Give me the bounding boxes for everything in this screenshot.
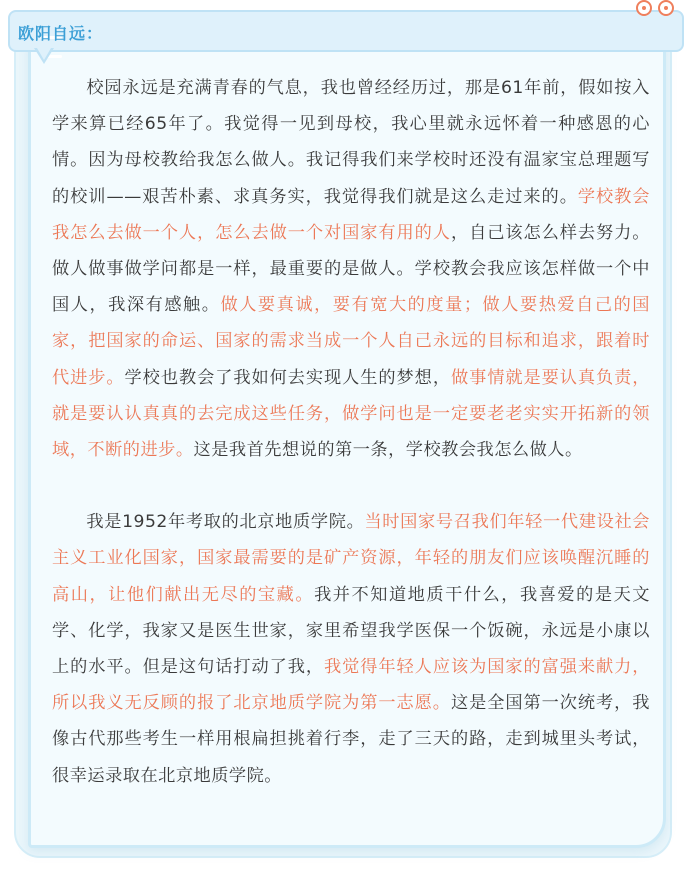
speaker-name: 欧阳自远：	[18, 24, 104, 43]
highlighted-segment: 我觉得年轻人应该为国家的富强来献力，所以我义无反顾的报了北京地质学院为第一志愿。	[52, 657, 650, 714]
header-notch-inner	[37, 48, 51, 60]
text-segment: 我是1952年考取的北京地质学院。	[86, 512, 365, 533]
paragraph-2	[52, 504, 650, 794]
highlighted-segment: 做事情就是要认真负责，就是要认认真真的去完成这些任务，做学问也是一定要老老实实开拓新的领域，不断的进步。	[52, 367, 650, 461]
right-eye-icon	[658, 0, 674, 16]
speaker-header	[8, 10, 684, 52]
highlighted-segment: 当时国家号召我们年轻一代建设社会主义工业化国家，国家最需要的是矿产资源，年轻的朋友们应该唤醒沉睡的高山，让他们献出无尽的宝藏。	[52, 512, 650, 605]
text-segment: 这是我首先想说的第一条，学校教会我怎么做人。	[193, 440, 583, 461]
quote-body	[52, 70, 650, 794]
left-eye-icon	[636, 0, 652, 16]
text-segment: ，自己该怎么样去努力。做人做事做学问都是一样，最重要的是做人。学校教会我应该怎样做一个中国人，我深有感触。	[52, 222, 650, 316]
highlighted-segment: 学校教会我怎么去做一个人，怎么去做一个对国家有用的人	[52, 186, 650, 243]
eyes-decoration-icon	[634, 0, 680, 20]
text-segment: 这是全国第一次统考，我像古代那些考生一样用根扁担挑着行李，走了三天的路，走到城里头考试，很幸运录取在北京地质学院。	[52, 693, 650, 786]
paragraph-1	[52, 70, 650, 468]
text-segment: 校园永远是充满青春的气息，我也曾经经历过，那是61年前，假如按入学来算已经65年了。我觉得一见到母校，我心里就永远怀着一种感恩的心情。因为母校教给我怎么做人。我记得我们来学校时还没有温家宝总理题写的校训——艰苦朴素、求真务实，我觉得我们就是这么走过来的。	[52, 78, 650, 207]
text-segment: 我并不知道地质干什么，我喜爱的是天文学、化学，我家又是医生世家，家里希望我学医保一个饭碗，永远是小康以上的水平。但是这句话打动了我，	[52, 584, 650, 678]
highlighted-segment: 做人要真诚，要有宽大的度量；做人要热爱自己的国家，把国家的命运、国家的需求当成一个人自己永远的目标和追求，跟着时代进步。	[52, 295, 650, 388]
text-segment: 学校也教会了我如何去实现人生的梦想，	[124, 367, 451, 388]
